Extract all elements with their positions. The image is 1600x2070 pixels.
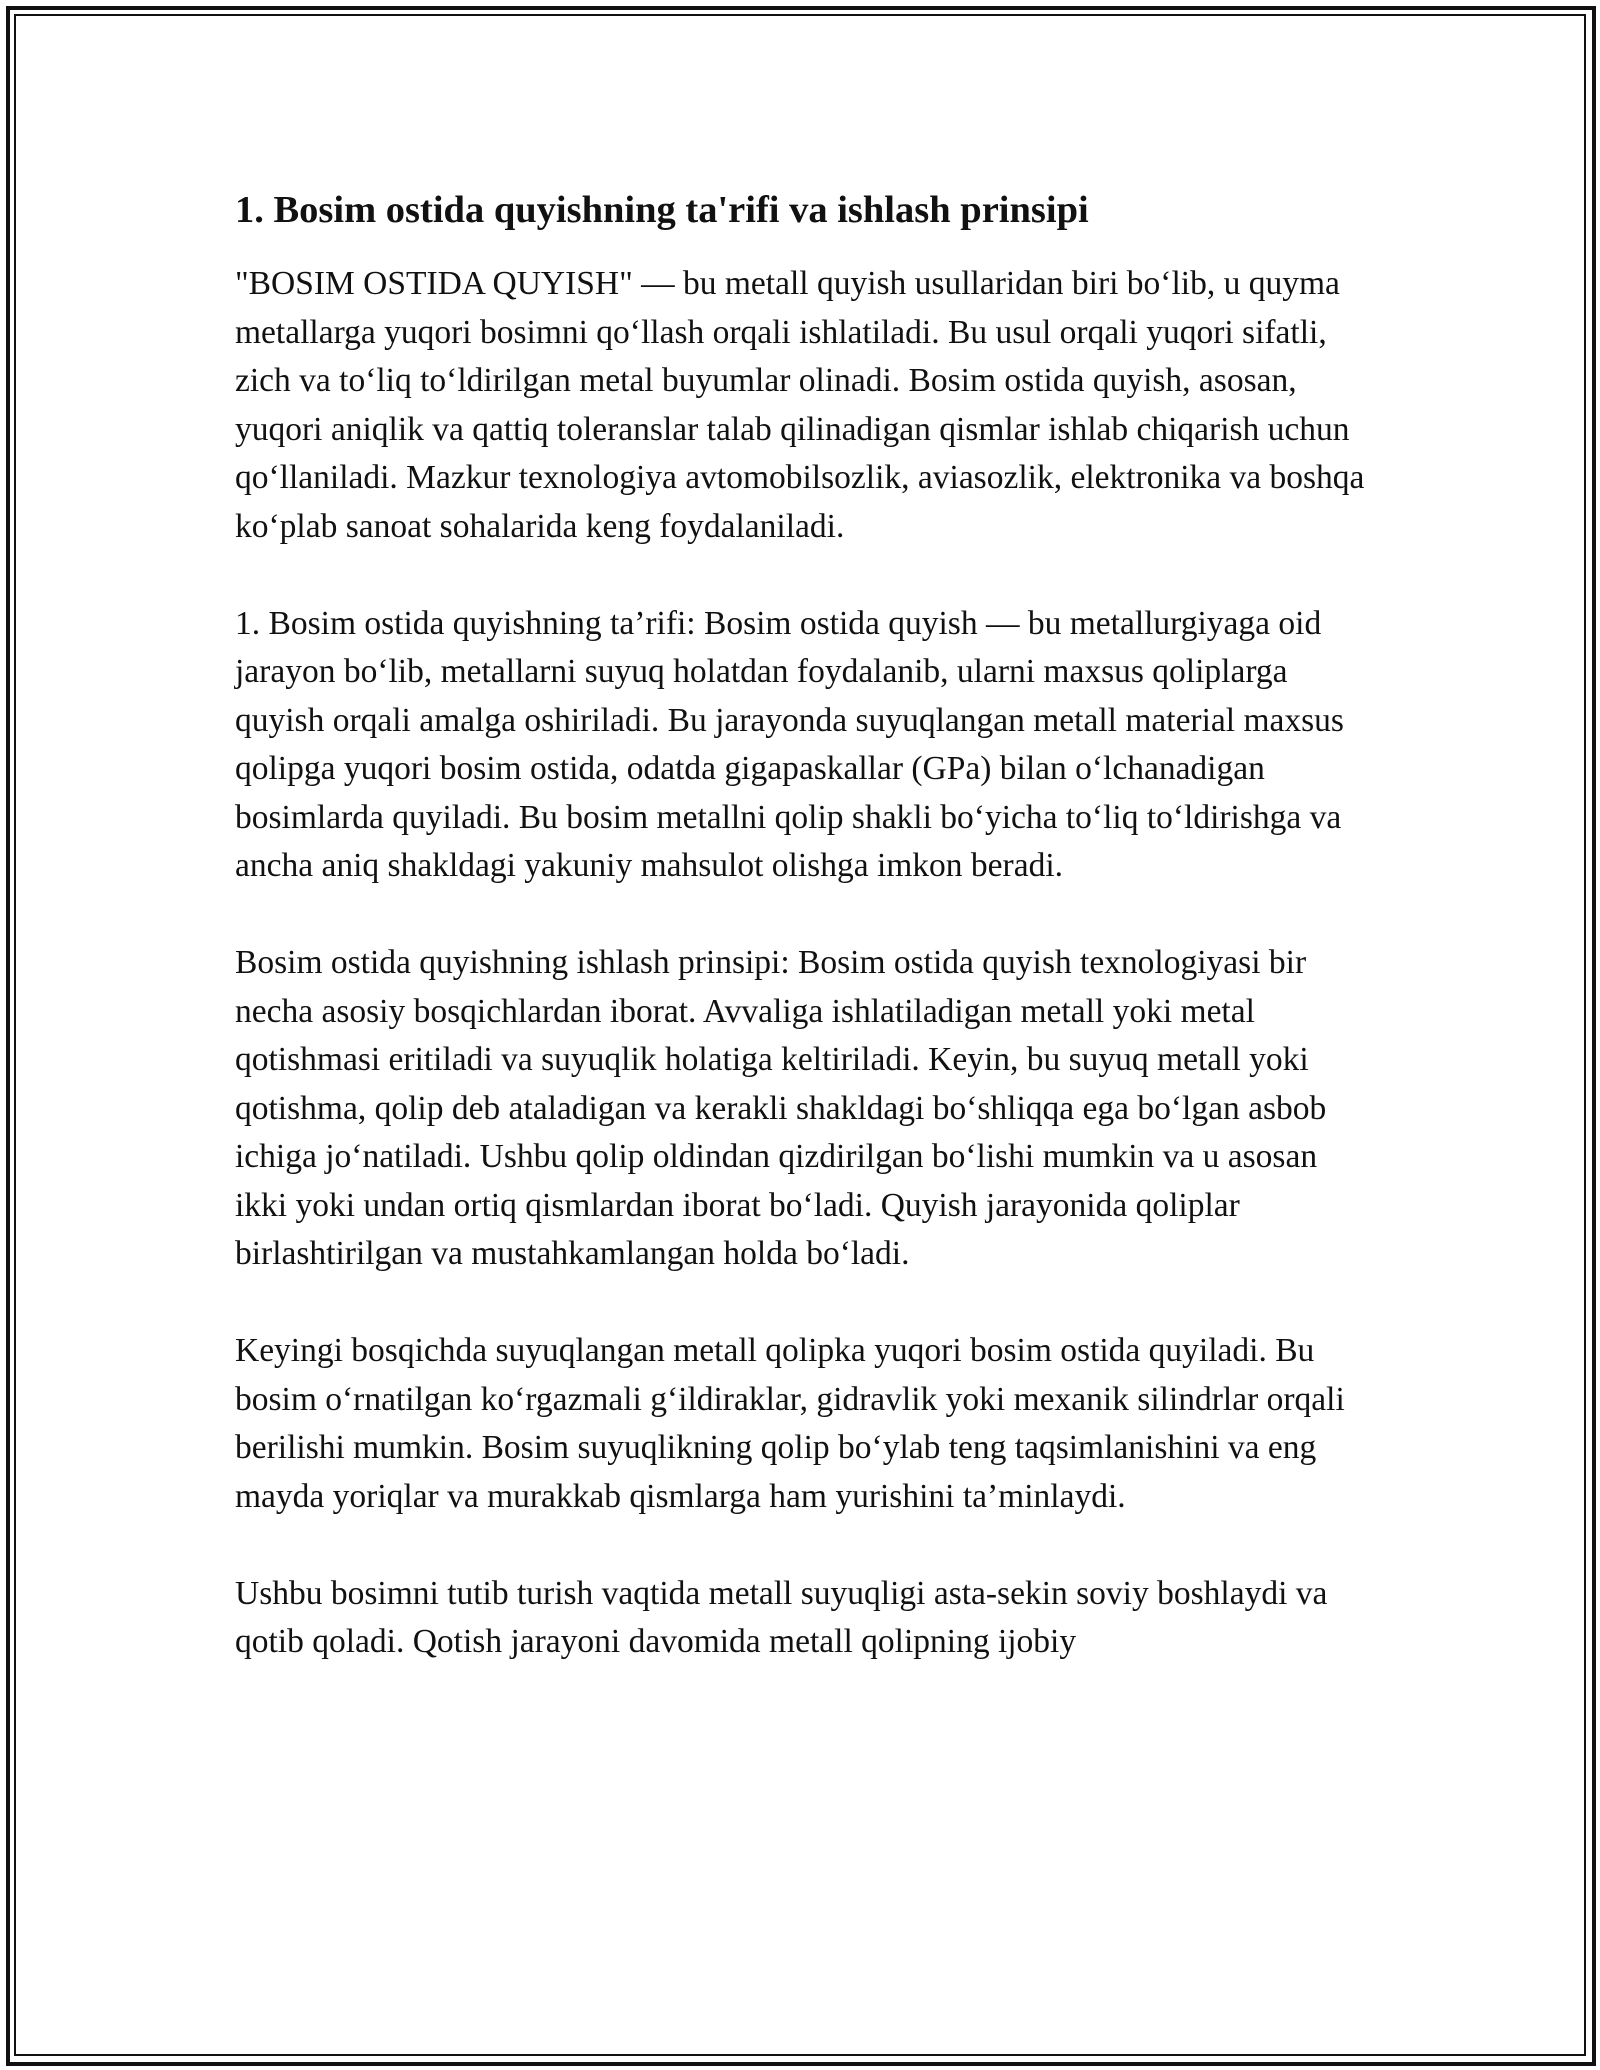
section-heading: 1. Bosim ostida quyishning ta'rifi va ishlash prinsipi [235, 189, 1089, 231]
paragraph-definition: 1. Bosim ostida quyishning ta’rifi: Bosim ostida quyish — bu metallurgiyaga oid jarayon bo‘lib, metallarni suyuq holatdan foydalanib, ularni maxsus qoliplarga quyish orqali amalga oshiriladi. Bu jarayonda suyuqlangan metall material maxsus qolipga yuqori bosim ostida, odatda gigapaskallar (GPa) bilan o‘lchanadigan bosimlarda quyiladi. Bu bosim metallni qolip shakli bo‘yicha to‘liq to‘ldirishga va ancha aniq shakldagi yakuniy mahsulot olishga imkon beradi. [235, 604, 1344, 884]
paragraph-intro: "BOSIM OSTIDA QUYISH" — bu metall quyish usullaridan biri bo‘lib, u quyma metallarga yuqori bosimni qo‘llash orqali ishlatiladi. Bu usul orqali yuqori sifatli, zich va to‘liq to‘ldirilgan metal buyumlar olinadi. Bosim ostida quyish, asosan, yuqori aniqlik va qattiq toleranslar talab qilinadigan qismlar ishlab chiqarish uchun qo‘llaniladi. Mazkur texnologiya avtomobilsozlik, aviasozlik, elektronika va boshqa ko‘plab sanoat sohalarida keng foydalaniladi. [235, 265, 1365, 545]
paragraph-next-stage: Keyingi bosqichda suyuqlangan metall qolipka yuqori bosim ostida quyiladi. Bu bosim o‘rnatilgan ko‘rgazmali g‘ildiraklar, gidravlik yoki mexanik silindrlar orqali berilishi mumkin. Bosim suyuqlikning qolip bo‘ylab teng taqsimlanishini va eng mayda yoriqlar va murakkab qismlarga ham yurishini ta’minlaydi. [235, 1332, 1345, 1515]
paragraph-solidification: Ushbu bosimni tutib turish vaqtida metall suyuqligi asta-sekin soviy boshlaydi va qotib qoladi. Qotish jarayoni davomida metall qolipning ijobiy [235, 1574, 1328, 1660]
paragraph-working-principle: Bosim ostida quyishning ishlash prinsipi: Bosim ostida quyish texnologiyasi bir necha asosiy bosqichlardan iborat. Avvaliga ishlatiladigan metall yoki metal qotishmasi eritiladi va suyuqlik holatiga keltiriladi. Keyin, bu suyuq metall yoki qotishma, qolip deb ataladigan va kerakli shakldagi bo‘shliqqa ega bo‘lgan asbob ichiga jo‘natiladi. Ushbu qolip oldindan qizdirilgan bo‘lishi mumkin va u asosan ikki yoki undan ortiq qismlardan iborat bo‘ladi. Quyish jarayonida qoliplar birlashtirilgan va mustahkamlangan holda bo‘ladi. [235, 944, 1327, 1272]
document-body [235, 186, 1375, 1715]
